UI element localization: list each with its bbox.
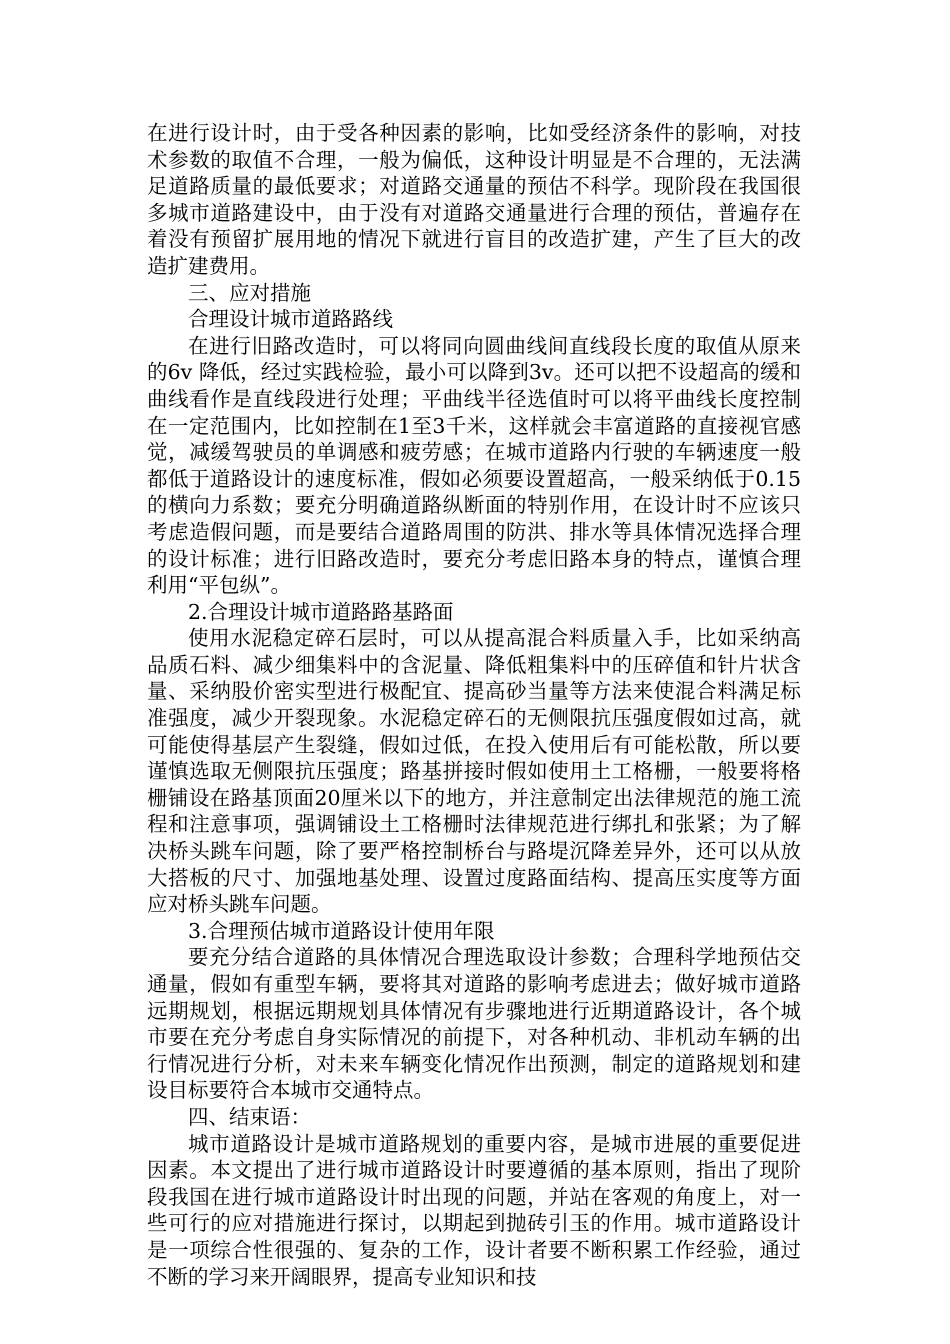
body-paragraph-design-life: 要充分结合道路的具体情况合理选取设计参数；合理科学地预估交通量，假如有重型车辆，要将其对道路的影响考虑进去；做好城市道路远期规划，根据远期规划具体情况有步骤地进行近期道路设计，各个城市要在充分考虑自身实际情况的前提下，对各种机动、非机动车辆的出行情况进行分析，对未来车辆变化情况作出预测，制定的道路规划和建设目标要符合本城市交通特点。 [147,945,801,1103]
body-paragraph-subgrade-pavement: 使用水泥稳定碎石层时，可以从提高混合料质量入手，比如采纳高品质石料、减少细集料中的含泥量、降低粗集料中的压碎值和针片状含量、采纳股价密实型进行极配宜、提高砂当量等方法来使混合料满足标准强度，减少开裂现象。水泥稳定碎石的无侧限抗压强度假如过高，就可能使得基层产生裂缝，假如过低，在投入使用后有可能松散，所以要谨慎选取无侧限抗压强度；路基拼接时假如使用土工格栅，一般要将格栅铺设在路基顶面20厘米以下的地方，并注意制定出法律规范的施工流程和注意事项，强调铺设土工格栅时法律规范进行绑扎和张紧；为了解决桥头跳车问题，除了要严格控制桥台与路堤沉降差异外，还可以从放大搭板的尺寸、加强地基处理、设置过度路面结构、提高压实度等方面应对桥头跳车问题。 [147,626,801,917]
subheading-subgrade-pavement: 2.合理设计城市道路路基路面 [188,599,454,624]
section-heading-countermeasures: 三、应对措施 [188,280,311,305]
body-paragraph-conclusion: 城市道路设计是城市道路规划的重要内容，是城市进展的重要促进因素。本文提出了进行城市道路设计时要遵循的基本原则，指出了现阶段我国在进行城市道路设计时出现的问题，并站在客观的角度上，对一些可行的应对措施进行探讨，以期起到抛砖引玉的作用。城市道路设计是一项综合性很强的、复杂的工作，设计者要不断积累工作经验，通过不断的学习来开阔眼界，提高专业知识和技 [147,1131,801,1289]
subheading-design-life: 3.合理预估城市道路设计使用年限 [188,918,495,943]
body-paragraph-design-issues: 在进行设计时，由于受各种因素的影响，比如受经济条件的影响，对技术参数的取值不合理，一般为偏低，这种设计明显是不合理的，无法满足道路质量的最低要求；对道路交通量的预估不科学。现阶段在我国很多城市道路建设中，由于没有对道路交通量进行合理的预估，普遍存在着没有预留扩展用地的情况下就进行盲目的改造扩建，产生了巨大的改造扩建费用。 [147,121,801,278]
body-paragraph-route-design: 在进行旧路改造时，可以将同向圆曲线间直线段长度的取值从原来的6v 降低，经过实践检验，最小可以降到3v。还可以把不设超高的缓和曲线看作是直线段进行处理；平曲线半径选值时可以将平曲线长度控制在一定范围内，比如控制在1至3千米，这样就会丰富道路的直接视官感觉，减缓驾驶员的单调感和疲劳感；在城市道路内行驶的车辆速度一般都低于道路设计的速度标准，假如必须要设置超高，一般采纳低于0.15的横向力系数；要充分明确道路纵断面的特别作用，在设计时不应该只考虑造假问题，而是要结合道路周围的防洪、排水等具体情况选择合理的设计标准；进行旧路改造时，要充分考虑旧路本身的特点，谨慎合理利用“平包纵”。 [147,333,801,598]
section-heading-conclusion: 四、结束语： [188,1104,311,1129]
document-page [147,120,801,1290]
subheading-route-design: 合理设计城市道路路线 [188,307,393,332]
